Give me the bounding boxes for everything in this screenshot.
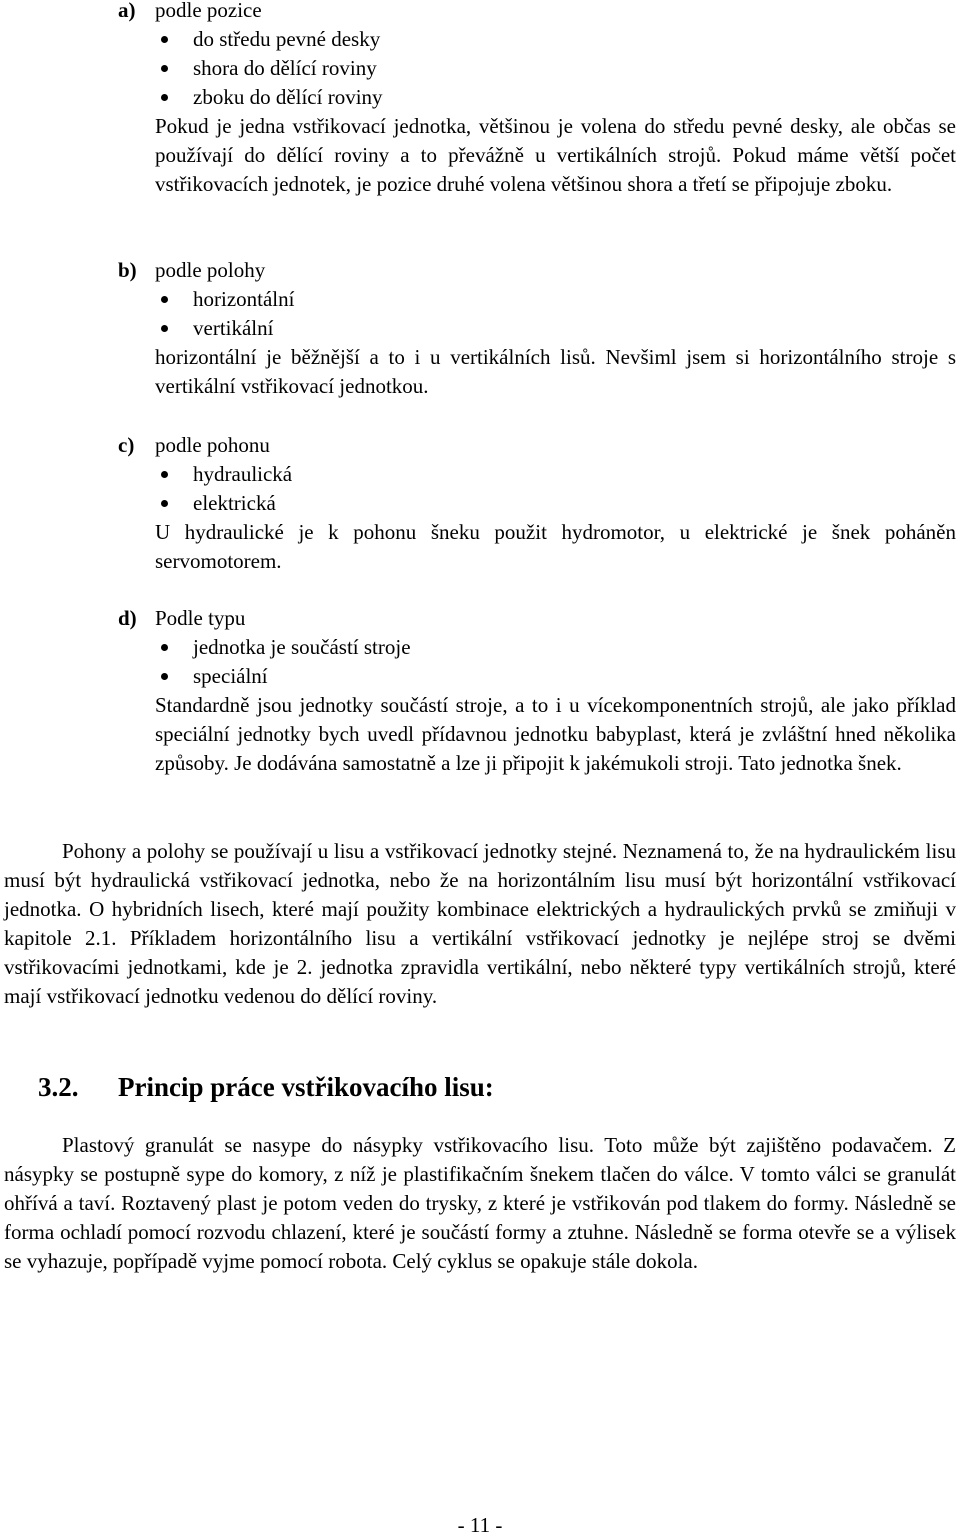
list-item bbox=[118, 83, 956, 112]
list-item-text: speciální bbox=[193, 664, 268, 688]
bullet-icon bbox=[161, 471, 168, 478]
list-item-text: hydraulická bbox=[193, 462, 293, 486]
bullet-icon bbox=[161, 500, 168, 507]
bullet-list bbox=[118, 460, 956, 518]
bullet-icon bbox=[161, 673, 168, 680]
list-item bbox=[118, 54, 956, 83]
bullet-icon bbox=[161, 296, 168, 303]
list-item bbox=[118, 633, 956, 662]
section-title: podle pozice bbox=[155, 0, 262, 22]
bullet-icon bbox=[161, 325, 168, 332]
heading-title: Princip práce vstřikovacího lisu: bbox=[118, 1072, 494, 1102]
paragraph-principle: Plastový granulát se nasype do násypky vstřikovacího lisu. Toto může být zajištěno podavačem. Z násypky se postupně sype do komory, z níž je plastifikačním šnekem tlačen do válce. V tomto válci se granulát ohřívá a taví. Roztavený plast je potom veden do trysky, z které je vstřikován pod tlakem do formy. Následně se forma ochladí pomocí rozvodu chlazení, které je součástí formy a ztuhne. Následně se forma otevře se a výlisek se vyhazuje, popřípadě vyjme pomocí robota. Celý cyklus se opakuje stále dokola. bbox=[4, 1133, 956, 1273]
section-letter: a) bbox=[118, 0, 136, 22]
bullet-list bbox=[118, 25, 956, 112]
section-paragraph: Pokud je jedna vstřikovací jednotka, většinou je volena do středu pevné desky, ale občas se používají do dělící roviny a to převážně u vertikálních strojů. Pokud máme větší počet vstřikovacích jednotek, je pozice druhé volena většinou shora a třetí se připojuje zboku. bbox=[155, 114, 956, 196]
bullet-icon bbox=[161, 94, 168, 101]
section-letter: c) bbox=[118, 433, 135, 457]
section-title: podle pohonu bbox=[155, 433, 270, 457]
bullet-icon bbox=[161, 65, 168, 72]
list-item-text: vertikální bbox=[193, 316, 274, 340]
bullet-icon bbox=[161, 36, 168, 43]
list-item bbox=[118, 25, 956, 54]
section-heading bbox=[118, 0, 956, 25]
list-item bbox=[118, 489, 956, 518]
section-title: podle polohy bbox=[155, 258, 266, 282]
list-item-text: horizontální bbox=[193, 287, 295, 311]
list-item bbox=[118, 662, 956, 691]
section-paragraph: horizontální je běžnější a to i u vertikálních lisů. Nevšiml jsem si horizontálního stroje s vertikální vstřikovací jednotkou. bbox=[155, 345, 956, 398]
section-heading bbox=[118, 431, 956, 460]
section-letter: d) bbox=[118, 606, 137, 630]
section-heading bbox=[118, 256, 956, 285]
list-item-text: zboku do dělící roviny bbox=[193, 85, 383, 109]
list-item-text: do středu pevné desky bbox=[193, 27, 381, 51]
list-item-text: shora do dělící roviny bbox=[193, 56, 377, 80]
section-d bbox=[118, 604, 956, 778]
section-c bbox=[118, 431, 956, 576]
section-title: Podle typu bbox=[155, 606, 246, 630]
list-item bbox=[118, 314, 956, 343]
section-heading bbox=[118, 604, 956, 633]
bullet-list bbox=[118, 633, 956, 691]
heading-number: 3.2. bbox=[38, 1072, 79, 1102]
list-item bbox=[118, 460, 956, 489]
section-paragraph: Standardně jsou jednotky součástí stroje, a to i u vícekomponentních strojů, ale jako příklad speciální jednotky bych uvedl přídavnou jednotku babyplast, která je zvláštní hned několika způsoby. Je dodávána samostatně a lze ji připojit k jakémukoli stroji. Tato jednotka šnek. bbox=[155, 693, 956, 775]
list-item bbox=[118, 285, 956, 314]
section-a bbox=[118, 0, 956, 199]
page-number: - 11 - bbox=[457, 1513, 503, 1537]
section-letter: b) bbox=[118, 258, 137, 282]
list-item-text: elektrická bbox=[193, 491, 276, 515]
bullet-list bbox=[118, 285, 956, 343]
paragraph-drives: Pohony a polohy se používají u lisu a vstřikovací jednotky stejné. Neznamená to, že na hydraulickém lisu musí být hydraulická vstřikovací jednotka, nebo že na horizontálním lisu musí být horizontální vstřikovací jednotka. O hybridních lisech, které mají použity kombinace elektrických a hydraulických prvků se zmiňuji v kapitole 2.1. Příkladem horizontálního lisu a vertikální vstřikovací jednotky je nejlépe stroj se dvěmi vstřikovacími jednotkami, kde je 2. jednotka zpravidla vertikální, nebo některé typy vertikálních strojů, které mají vstřikovací jednotku vedenou do dělící roviny. bbox=[4, 839, 956, 1008]
section-paragraph: U hydraulické je k pohonu šneku použit hydromotor, u elektrické je šnek poháněn servomotorem. bbox=[155, 520, 956, 573]
list-item-text: jednotka je součástí stroje bbox=[193, 635, 411, 659]
section-b bbox=[118, 256, 956, 401]
bullet-icon bbox=[161, 644, 168, 651]
